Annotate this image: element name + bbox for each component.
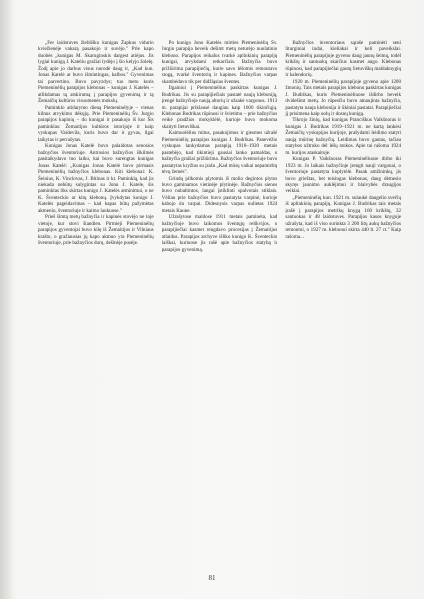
paragraph: Bažnyčios inventoriaus sąraše paminėti seni liturginiai indai, kieliakai ir keli paveikslai. Piemeninėlių parapijoje gyveno daug jaunų šeimų, todėl krikštų ir santuokų skaičius kasmet augo. Klebonas rūpinosi, kad parapijiečiai gautų lietuviškų maldaknygių ir kalendorių. — [285, 40, 402, 79]
paragraph: Užrašytose maldose 1911 metais paminėta, kad bažnyčioje buvo laikomos šventųjų relikvijos, o parapijiečiai kasmet rengdavo procesijas į Žemaitijos atlaidus. Parapijos archyve išliko kunigo K. Šventeckio laiškai, kuriuose jis rašė apie bažnyčios statybą ir parapijos gyvenimą. — [161, 214, 278, 253]
paragraph: Paminklo atidarymo dieną Piemeninėlyje – vienas kilnus atvykimo dėkųjų. Prie Piemeninėlių Šv. Jurgio parapijos kapinių – du kunigai ir pasakojo iš kur Šis paminklas: Žemaitijos kultūros istorijoje ir kaip vyskupas Vaidevila, kuris buvo dar ir gyvas, ilgai laikytas ir perrašytas. — [38, 104, 154, 143]
text-column-middle — [162, 40, 278, 570]
paragraph: Kunigas Jonas Katelė buvo palaidotas senosios bažnyčios šventoriuje. Antrosios bažnyčios iškilmės pasitaikydavo tuo laiku, kai buvo surengtas kunigas Jonas Katelė: „Kunigas Jonas Katelė buvo pirmasis Piemeninėlių bažnyčios klebonas. Kiti klebonai: K. Šeinius, K. Vinclovas, J. Bitinas ir kt. Paminklą, kad jis niekada nebūtų sulygintas su Jonu J. Katele, šis paminklas liks skirtas kunigo J. Katelės atminimui, o ne K. Šventeckio ar kitų klebonų. Įvykdytas kunigo J. Katelės pageidavimas – kad kapas būtų pažymėtas akmeniu, šventoriuje ir kaimo laukuose." — [38, 143, 154, 214]
paragraph: Prieš šimtą metų bažnyčia ir kapinės stovėjo ne toje vietoje, kur stovi šiandien. Pirmieji Piemeninėlių parapijos gyventojai buvo kilę iš Žemaitijos ir Vilniaus krašto, o gražiausias jų kapo akmuo yra Piemeninėlių šventoriuje, prie bažnyčios durų, dešinėje pusėje. — [38, 214, 154, 247]
paragraph: Kaimuolėlius mitus, pasakojimus ir giesmes užrašė Piemeninėlių parapijos kunigas J. Budrikas. Panevėžio vyskupas lankydamas parapiją 1918–1920 metais pastebėjo, kad tikintieji gausiai lanko pamaldas, o bažnyčia gražiai prižiūrima. Bažnyčios šventoriuje buvo pastatytas kryžius su įrašu „Kad mūsų vaikai nepamirštų tėvų žemės". — [161, 130, 278, 176]
paragraph: „Piemeninėlių kun. 1921 m. sulaukė daugelio svečių iš aplinkinių parapijų. Kunigas J. Budrikas tais metais įrašė į parapijos metrikų knygą 160 krikštų, 32 santuokas ir 48 laidotuves. Parapijos kasos knygoje užrašyta, kad iš viso surinkta 3 200 litų aukų bažnyčios remontui, o 1927 m. klebonui skirta 440 lt. 27 ct." Kaip rašoma... — [285, 194, 402, 240]
paragraph: Po kunigo Jono Katelės mirties Piemeninėlių Šv. Jurgio parapija beveik dešimt metų neturėjo nuolatinio klebono. Parapijos reikalus tvarkė aplinkinių parapijų kunigai, atvykdami retkarčiais. Bažnyčia buvo prižiūrima parapijiečių, kurie savo lėšomis remontavo stogą, tvarkė šventorių ir kapines. Bažnyčios varpas skambėdavo tik per didžiąsias šventes. — [161, 40, 278, 85]
paragraph: Tikrojo žinių, kad kunigas Pranciškus Vaikšnoras ir kunigas J. Budrikas 1919–1921 m. ne kartą lankėsi Žemaičių vyskupijos kurijoje, prašydami leidimo statyti naują mūrinę bažnyčią. Leidimas buvo gautas, tačiau statybos užtruko dėl lėšų stokos. Apie tai rašoma 1924 m. kurijos ataskaitoje. — [285, 117, 402, 156]
text-column-left — [38, 40, 154, 570]
paragraph: Kunigas P. Vaikšnoras Piemeninėliuose dirbo iki 1923 m. Jo laikais bažnyčioje įrengti nauji vargonai, o šventoriuje pastatyta koplytėlė. Pasak amžininkų, jis buvo griežtas, bet teisingas klebonas, daug dėmesio skyręs jaunimo auklėjimui ir blaivybės draugijos veiklai. — [285, 156, 402, 195]
text-column-right — [285, 40, 401, 570]
paragraph: Ilgainiui į Piemeninėlius paskirtas kunigas J. Budrikas. Jis su parapijiečiais pastatė naują kleboniją, įrengė bažnyčioje naują altorių ir užsakė vargonus. 1913 m. parapijai priklausė daugiau kaip 1600 tikinčiųjų. Klebonas Budrikas rūpinosi ir švietimu – prie bažnyčios veikė pradžios mokyklėlė, kurioje buvo mokoma skaityti lietuviškai. — [161, 85, 278, 130]
paragraph: 1920 m. Piemeninėlių parapijoje gyveno apie 1200 žmonių. Tais metais parapijos klebonu paskirtas kunigas J. Budrikas, kuris Piemeninėliuose išdirbo beveik dvidešimt metų. Jo rūpesčiu buvo atnaujinta bažnyčia, pastatyta nauja klebonija ir ūkiniai pastatai. Parapijiečiai jį prisimena kaip uolų ir dosnų kunigą. — [285, 78, 402, 117]
paragraph: Grindų pilkomis plytomis iš molio degintos plytos buvo gaminamos vietinėje plytinėje. Bažnyčios sienos buvo nubaltintos, langai įstiklinti spalvotais stiklais. Vėliau prie bažnyčios buvo pastatyta varpinė, kurioje kabojo du varpai. Didesnysis varpas nulietas 1924 metais Kaune. — [161, 175, 278, 214]
paragraph: „Fer laidotuves žiebliško kunigas Žapkus vidurio kviežienėje vakarą pasakojo ir suvėjo." Prie kapo duobės „kunigas M. Skaruginskis dargest atiėjus. Jis lygiai kunigą J. Kateliu gražiai lydėjo į šio kelyjo žolelę. Žodį apie jo darbus visus nurodė daug ir, „Kad kun. Jonas Katelė ar buvo išmintingas, kalbos." Gyvenimas tai parvertino. Buvo pavyzdys; tuo metu kuris Piemeninėlių parapijos klebonas – kunigas J. Katelės – atlikdamas tą atskirumą į parapijos gyvenimą ir tą Žemaičių kultūros visuomenės mokslų. — [38, 40, 154, 105]
binding-shadow — [0, 0, 14, 599]
page-number: 81 — [208, 574, 216, 582]
text-columns — [38, 40, 401, 570]
